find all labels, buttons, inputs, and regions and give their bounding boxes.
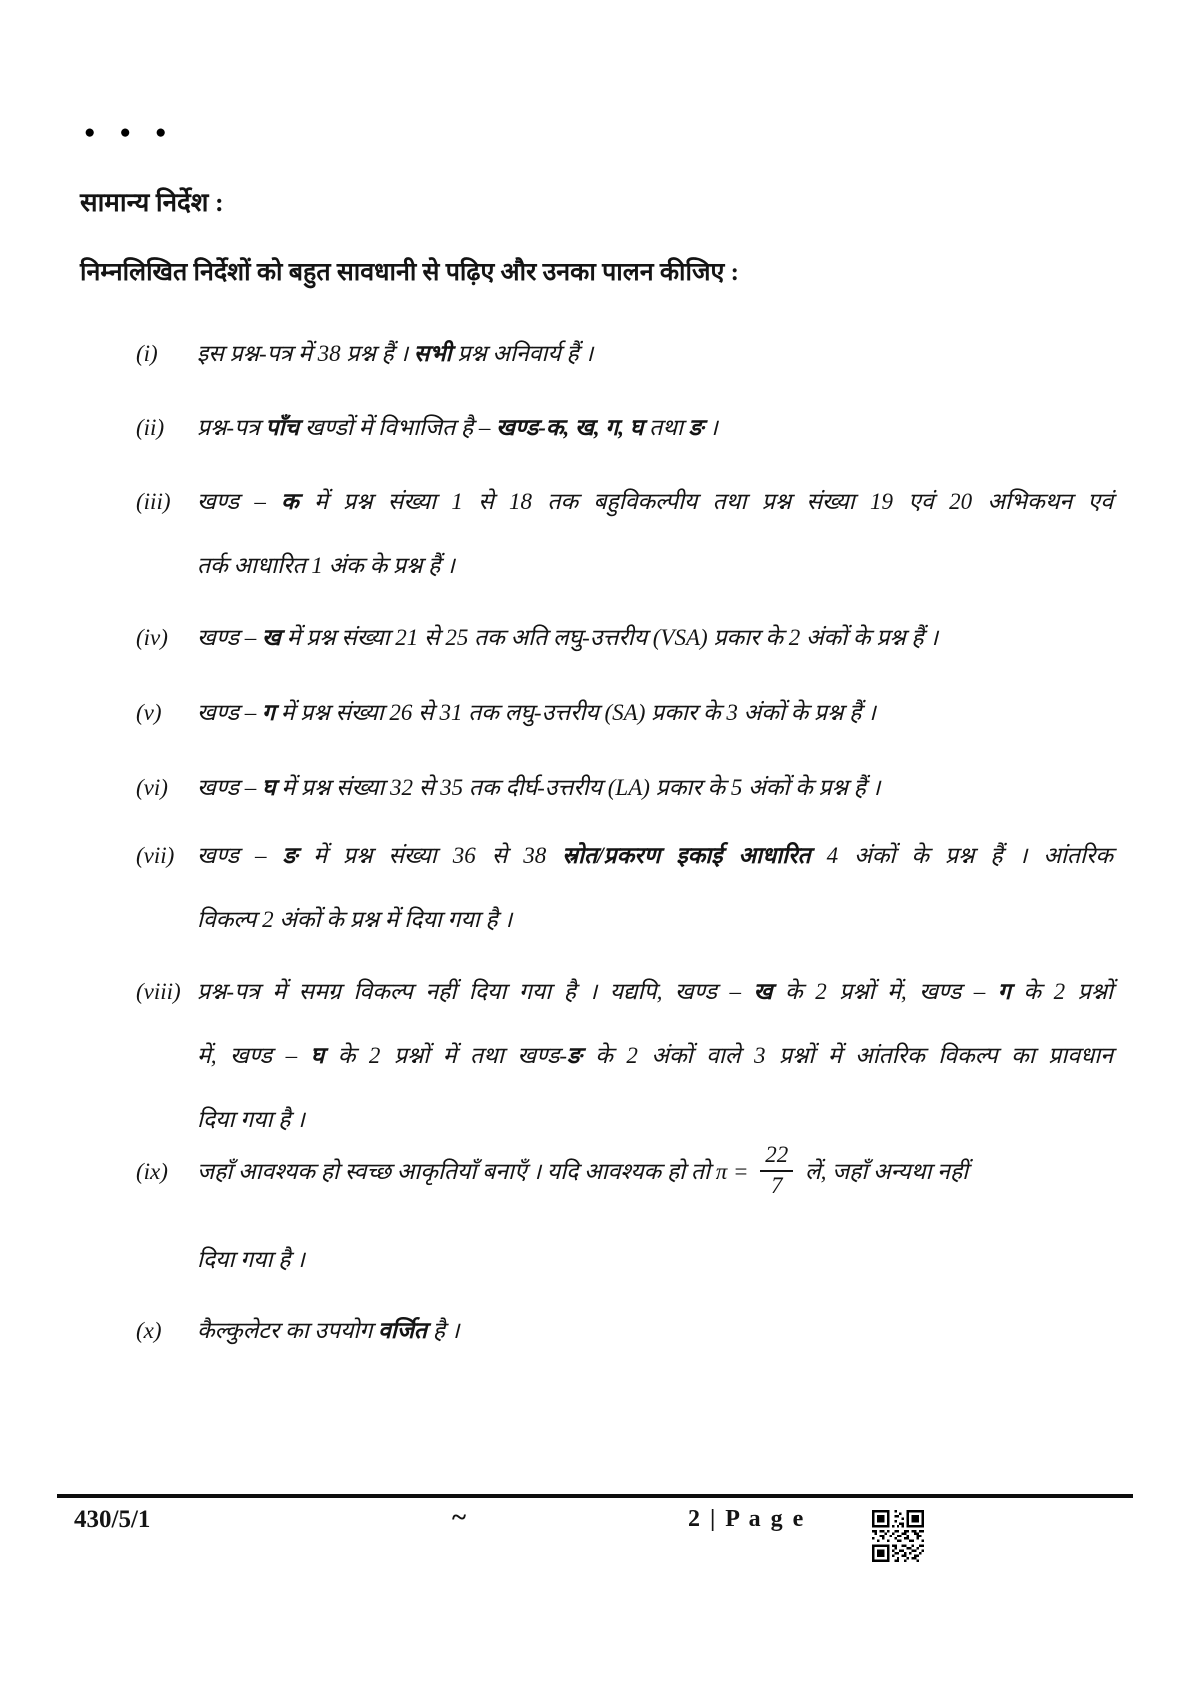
instruction-item	[136, 606, 1113, 670]
paper-code: 430/5/1	[74, 1506, 151, 1533]
item-text: कैल्कुलेटर का उपयोग वर्जित है ।	[197, 1318, 460, 1343]
item-text: प्रश्न-पत्र पाँच खण्डों में विभाजित है – खण्ड-क, ख, ग, घ तथा ङ ।	[197, 415, 718, 440]
item-marker: (i)	[136, 341, 158, 366]
item-marker: (ii)	[136, 415, 165, 440]
item-text: खण्ड – ङ में प्रश्न संख्या 36 से 38 स्रोत/प्रकरण इकाई आधारित 4 अंकों के प्रश्न हैं । आंतरिक विकल्प 2 अंकों के प्रश्न में दिया गया है ।	[197, 843, 1114, 932]
continuation-dots: ●●●	[84, 122, 191, 143]
instructions-note: निम्नलिखित निर्देशों को बहुत सावधानी से पढ़िए और उनका पालन कीजिए :	[80, 259, 739, 286]
footer-tilde: ~	[452, 1502, 467, 1532]
item-text: प्रश्न-पत्र में समग्र विकल्प नहीं दिया गया है । यद्यपि, खण्ड – ख के 2 प्रश्नों में, खण्ड – ग के 2 प्रश्नों में, खण्ड – घ के 2 प्रश्नों में तथा खण्ड-ङ के 2 अंकों वाले 3 प्रश्नों में आंतरिक विकल्प का प्रावधान दिया गया है ।	[197, 979, 1113, 1132]
item-text: खण्ड – क में प्रश्न संख्या 1 से 18 तक बहुविकल्पीय तथा प्रश्न संख्या 19 एवं 20 अभिकथन एवं तर्क आधारित 1 अंक के प्रश्न हैं ।	[197, 489, 1113, 578]
instruction-item	[136, 824, 1113, 952]
general-instructions-heading: सामान्य निर्देश :	[80, 188, 224, 217]
footer-divider	[57, 1494, 1133, 1498]
instruction-item	[136, 756, 1113, 820]
item-marker: (x)	[136, 1318, 162, 1343]
item-marker: (iv)	[136, 625, 168, 650]
instruction-item	[136, 322, 1113, 386]
pi-fraction	[760, 1143, 793, 1199]
fraction-denominator: 7	[771, 1172, 783, 1198]
item-marker: (viii)	[136, 979, 181, 1004]
fraction-numerator: 22	[760, 1143, 793, 1172]
item-marker: (v)	[136, 700, 162, 725]
item-marker: (vii)	[136, 843, 175, 868]
item-text: खण्ड – ख में प्रश्न संख्या 21 से 25 तक अति लघु-उत्तरीय (VSA) प्रकार के 2 अंकों के प्रश्न हैं ।	[197, 625, 939, 650]
instruction-item	[136, 681, 1113, 745]
page-number: 2 | P a g e	[688, 1506, 806, 1532]
item-marker: (vi)	[136, 775, 168, 800]
item-marker: (ix)	[136, 1159, 168, 1184]
instruction-item	[136, 1128, 1113, 1304]
item-marker: (iii)	[136, 489, 171, 514]
item-text: इस प्रश्न-पत्र में 38 प्रश्न हैं । सभी प्रश्न अनिवार्य हैं ।	[197, 341, 594, 366]
qr-code	[872, 1510, 924, 1562]
instruction-item	[136, 396, 1113, 460]
instruction-item	[136, 1299, 1113, 1363]
instruction-item	[136, 960, 1113, 1152]
instruction-item	[136, 470, 1113, 598]
item-text: खण्ड – ग में प्रश्न संख्या 26 से 31 तक लघु-उत्तरीय (SA) प्रकार के 3 अंकों के प्रश्न हैं ।	[197, 700, 876, 725]
item-text: खण्ड – घ में प्रश्न संख्या 32 से 35 तक दीर्घ-उत्तरीय (LA) प्रकार के 5 अंकों के प्रश्न हैं ।	[197, 775, 881, 800]
item-text: जहाँ आवश्यक हो स्वच्छ आकृतियाँ बनाएँ । यदि आवश्यक हो तो π = $\frac{22}{7}$ लें, जहाँ अन्यथा नहीं दिया गया है ।	[197, 1141, 969, 1272]
